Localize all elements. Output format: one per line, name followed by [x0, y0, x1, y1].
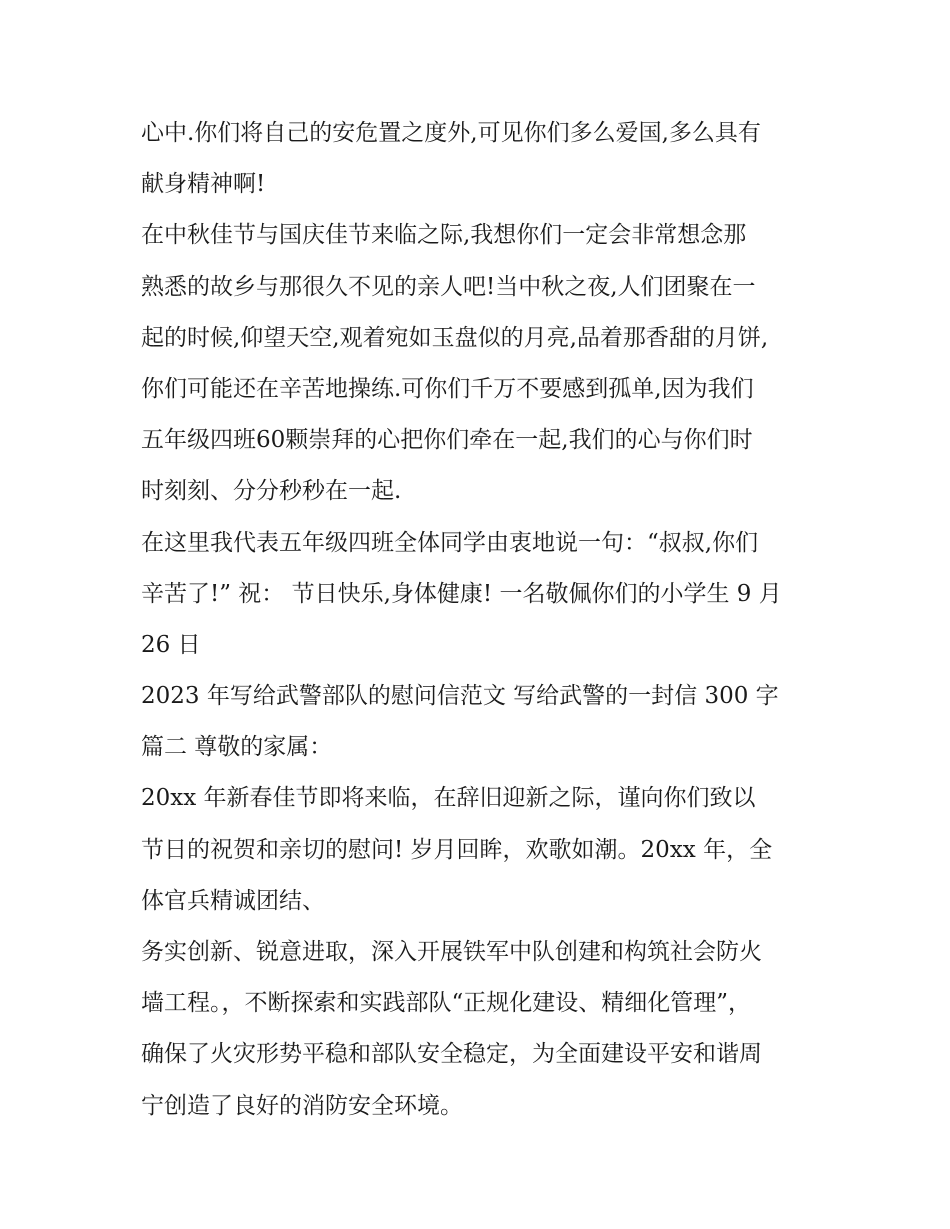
- text-line: 节日的祝贺和亲切的慰问! 岁月回眸，欢歌如潮。20xx 年，全: [141, 836, 773, 863]
- text-line: 时刻刻、分分秒秒在一起.: [141, 478, 402, 505]
- text-line: 宁创造了良好的消防安全环境。: [141, 1092, 463, 1119]
- text-line: 起的时候,仰望天空,观着宛如玉盘似的月亮,品着那香甜的月饼,: [141, 324, 769, 351]
- text-line: 献身精神啊!: [141, 171, 266, 198]
- section-title-line: 2023 年写给武警部队的慰问信范文 写给武警的一封信 300 字: [141, 683, 779, 710]
- text-line: 确保了火灾形势平稳和部队安全稳定，为全面建设平安和谐周: [141, 1041, 762, 1068]
- text-line: 你们可能还在辛苦地操练.可你们千万不要感到孤单,因为我们: [141, 375, 754, 402]
- text-line: 20xx 年新春佳节即将来临，在辞旧迎新之际，谨向你们致以: [141, 785, 756, 812]
- letter-body: [141, 108, 821, 1132]
- text-line: 心中.你们将自己的安危置之度外,可见你们多么爱国,多么具有: [141, 120, 761, 146]
- text-line: 在中秋佳节与国庆佳节来临之际,我想你们一定会非常想念那: [141, 222, 747, 249]
- text-line: 熟悉的故乡与那很久不见的亲人吧!当中秋之夜,人们团聚在一: [141, 273, 756, 300]
- text-line: 五年级四班60颗崇拜的心把你们牵在一起,我们的心与你们时: [141, 427, 753, 454]
- text-line: 墙工程。，不断探索和实践部队“正规化建设、精细化管理”，: [141, 990, 752, 1017]
- text-line: 在这里我代表五年级四班全体同学由衷地说一句：“叔叔,你们: [141, 529, 759, 556]
- text-line: 务实创新、锐意进取，深入开展铁军中队创建和构筑社会防火: [141, 939, 762, 965]
- text-line: 26 日: [141, 631, 201, 658]
- text-line: 辛苦了!” 祝： 节日快乐,身体健康! 一名敬佩你们的小学生 9 月: [141, 580, 782, 607]
- section-title-line: 篇二 尊敬的家属：: [141, 734, 333, 761]
- text-line: 体官兵精诚团结、: [141, 887, 325, 914]
